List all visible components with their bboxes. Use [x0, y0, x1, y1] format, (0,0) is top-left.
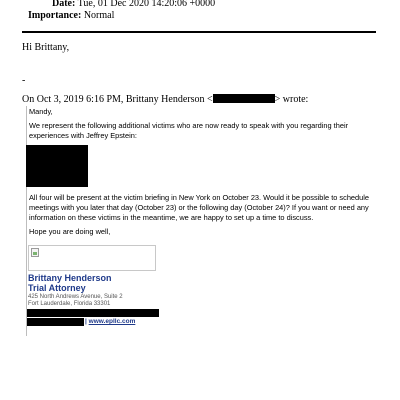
website-link[interactable]: www.epllc.com [88, 318, 136, 325]
signature-title: Trial Attorney [28, 283, 86, 293]
quoted-salutation: Mandy, [29, 107, 53, 116]
signature-address-line2: Fort Lauderdale, Florida 33301 [28, 301, 111, 307]
signature-address-line1: 425 North Andrews Avenue, Suite 2 [28, 294, 123, 300]
importance-value: Normal [83, 10, 115, 21]
quoted-closing: Hope you are doing well, [29, 227, 111, 236]
broken-image-icon [31, 248, 39, 257]
date-value: Tue, 01 Dec 2020 14:20:06 +0000 [77, 0, 216, 9]
email-importance-line [28, 10, 114, 22]
importance-label: Importance: [28, 10, 82, 21]
quoted-intro-line [22, 94, 308, 106]
redacted-email-address [213, 94, 275, 103]
separator-mark: - [22, 75, 26, 86]
signature-logo-image [28, 245, 156, 271]
greeting: Hi Brittany, [22, 42, 70, 53]
quoted-paragraph-2: All four will be present at the victim briefing in New York on October 23. Would it be possible to schedule meetings with you later that day (October 23) or the following day (October 24)? If you want or need any information on these victims in the meantime, we are happy to set up a time to discuss. [29, 193, 370, 222]
header-divider [22, 31, 376, 33]
quoted-intro-prefix: On Oct 3, 2019 6:16 PM, Brittany Henderson < [22, 94, 213, 105]
quoted-intro-suffix: > wrote: [274, 94, 309, 105]
email-date-line [52, 0, 215, 10]
quoted-paragraph-1: We represent the following additional victims who are now ready to speak with you regarding their experiences with Jeffrey Epstein: [29, 121, 349, 140]
quote-border [26, 106, 27, 336]
redacted-signature-contact [27, 309, 159, 317]
web-separator: | [85, 318, 87, 325]
redacted-signature-contact-2 [27, 318, 84, 326]
redacted-victim-names [26, 145, 88, 187]
date-label: Date: [52, 0, 76, 9]
signature-name: Brittany Henderson [28, 273, 112, 283]
signature-web-line [85, 318, 135, 326]
